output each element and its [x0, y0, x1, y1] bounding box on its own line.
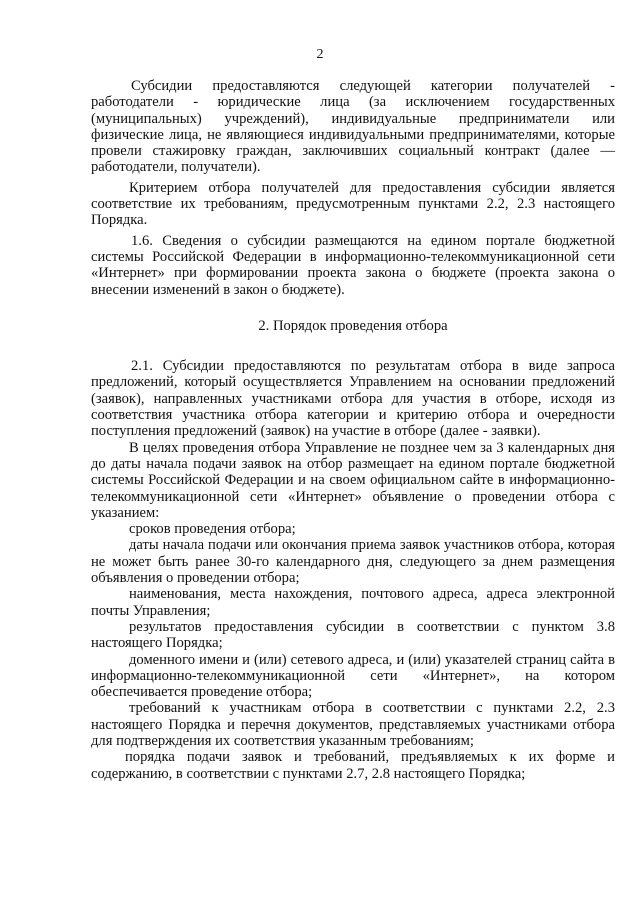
list-item: требований к участникам отбора в соответствии с пунктами 2.2, 2.3 настоящего Порядка и перечня документов, представляемых участниками отбора для подтверждения их соответствия указанным требованиям;	[91, 700, 615, 749]
list-item: сроков проведения отбора;	[129, 521, 296, 538]
list-item: доменного имени и (или) сетевого адреса, и (или) указателей страниц сайта в информационно-телекоммуникационной сети «Интернет», на котором обеспечивается проведение отбора;	[91, 651, 615, 701]
paragraph-selection-criterion: Критерием отбора получателей для предоставления субсидии является соответствие их требованиям, предусмотренным пунктами 2.2, 2.3 настоящего Порядка.	[91, 179, 615, 229]
paragraph-announcement: В целях проведения отбора Управление не позднее чем за 3 календарных дня до даты начала подачи заявок на отбор размещает на едином портале бюджетной системы Российской Федерации и на своем официальном сайте в информационно-телекоммуникационной сети «Интернет» объявление о проведении отбора с указанием:	[91, 439, 615, 521]
list-item: порядка подачи заявок и требований, предъявляемых к их форме и содержанию, в соответствии с пунктами 2.7, 2.8 настоящего Порядка;	[91, 749, 615, 782]
paragraph-1-6: 1.6. Сведения о субсидии размещаются на едином портале бюджетной системы Российской Федерации в информационно-телекоммуникационной сети «Интернет» при формировании проекта закона о бюджете (проекта закона о внесении изменений в закон о бюджете).	[91, 232, 615, 298]
paragraph-2-1: 2.1. Субсидии предоставляются по результатам отбора в виде запроса предложений, который осуществляется Управлением на основании предложений (заявок), направленных участниками отбора для участия в отборе, исходя из соответствия участника отбора категории и критерию отбора и очередности поступления предложений (заявок) на участие в отборе (далее - заявки).	[91, 358, 615, 440]
list-item: результатов предоставления субсидии в соответствии с пунктом 3.8 настоящего Порядка;	[91, 618, 615, 652]
document-body	[91, 78, 615, 782]
paragraph-recipients: Субсидии предоставляются следующей категории получателей - работодатели - юридические лица (за исключением государственных (муниципальных) учреждений), индивидуальные предприниматели или физические лица, не являющиеся индивидуальными предпринимателями, которые провели стажировку граждан, заключивших социальный контракт (далее — работодатели, получатели).	[91, 78, 615, 176]
section-heading: 2. Порядок проведения отбора	[258, 317, 448, 334]
list-item: наименования, места нахождения, почтового адреса, адреса электронной почты Управления;	[91, 586, 615, 619]
page-number: 2	[316, 47, 324, 62]
list-item: даты начала подачи или окончания приема заявок участников отбора, которая не может быть ранее 30-го календарного дня, следующего за днем размещения объявления о проведении отбора;	[91, 537, 615, 587]
